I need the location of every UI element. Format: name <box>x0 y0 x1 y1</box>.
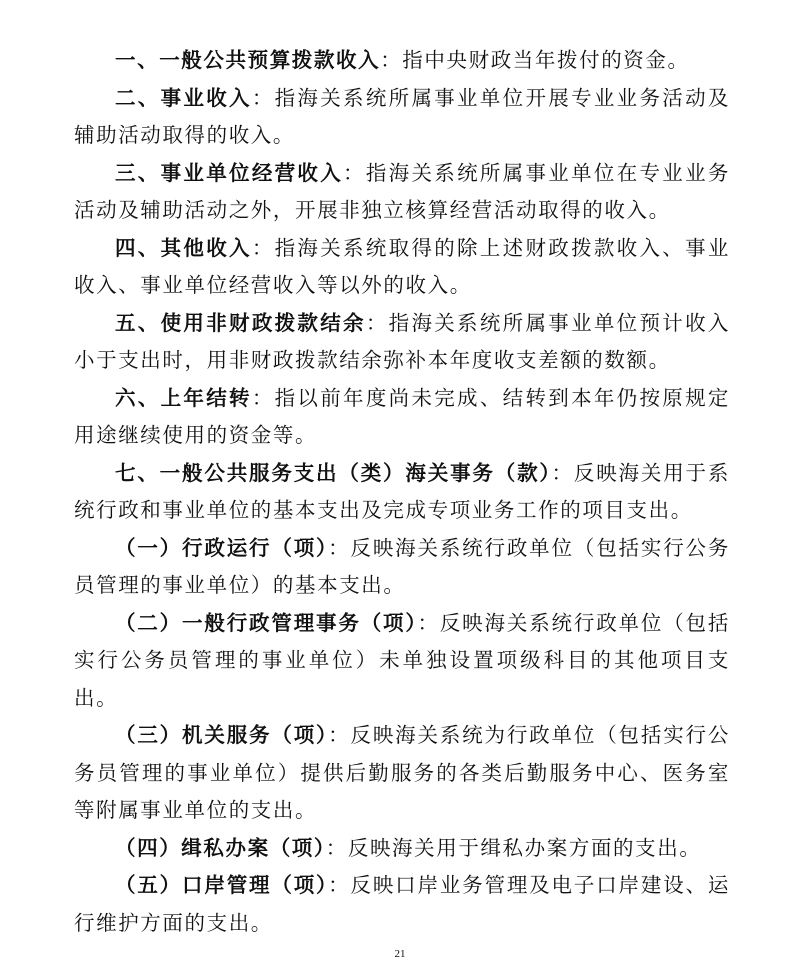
term-heading: （一）行政运行（项） <box>115 535 329 560</box>
term-heading: （三）机关服务（项） <box>115 723 329 747</box>
term-definition: ：反映海关系统行政单位（包括实行公务员管理的事业单位）的基本支出。 <box>74 535 730 597</box>
term-heading: （二）一般行政管理事务（项） <box>115 610 418 635</box>
term-heading: 二、事业收入 <box>115 85 252 110</box>
paragraph-non-fiscal-surplus <box>74 305 730 380</box>
term-definition: ：指海关系统取得的除上述财政拨款收入、事业收入、事业单位经营收入等以外的收入。 <box>74 235 730 297</box>
document-body <box>74 42 730 942</box>
term-heading: 五、使用非财政拨款结余 <box>115 310 366 335</box>
term-heading: （五）口岸管理（项） <box>115 873 329 897</box>
term-heading: 三、事业单位经营收入 <box>115 160 344 185</box>
page-number: 21 <box>394 948 406 960</box>
term-definition: ：反映海关系统行政单位（包括实行公务员管理的事业单位）未单独设置项级科目的其他项目支出。 <box>74 610 730 710</box>
term-definition: ：反映海关用于系统行政和事业单位的基本支出及完成专项业务工作的项目支出。 <box>74 460 730 522</box>
term-heading: 一、一般公共预算拨款收入 <box>115 48 381 72</box>
paragraph-customs-affairs-expenditure <box>74 455 730 530</box>
paragraph-business-income <box>74 80 730 155</box>
paragraph-anti-smuggling <box>74 830 730 868</box>
term-definition: ：指海关系统所属事业单位在专业业务活动及辅助活动之外，开展非独立核算经营活动取得的收入。 <box>74 160 731 222</box>
term-definition: ：反映海关系统为行政单位（包括实行公务员管理的事业单位）提供后勤服务的各类后勤服务中心、医务室等附属事业单位的支出。 <box>74 723 730 822</box>
term-definition: ：指以前年度尚未完成、结转到本年仍按原规定用途继续使用的资金等。 <box>74 385 730 447</box>
term-definition: ：指海关系统所属事业单位预计收入小于支出时，用非财政拨款结余弥补本年度收支差额的数额。 <box>74 310 730 372</box>
paragraph-prior-year-carryover <box>74 380 730 455</box>
paragraph-budget-allocation-income <box>74 42 730 80</box>
paragraph-general-administration <box>74 605 730 718</box>
term-definition: ：反映口岸业务管理及电子口岸建设、运行维护方面的支出。 <box>74 873 730 935</box>
paragraph-agency-services <box>74 717 730 830</box>
term-heading: （四）缉私办案（项） <box>115 835 326 860</box>
term-definition: ：指中央财政当年拨付的资金。 <box>380 48 690 72</box>
term-definition: ：反映海关用于缉私办案方面的支出。 <box>325 835 702 860</box>
paragraph-administrative-operation <box>74 530 730 605</box>
term-heading: 六、上年结转 <box>115 385 252 410</box>
paragraph-other-income <box>74 230 730 305</box>
term-heading: 四、其他收入 <box>115 235 252 260</box>
paragraph-operating-income <box>74 155 730 230</box>
paragraph-port-management <box>74 867 730 942</box>
term-definition: ：指海关系统所属事业单位开展专业业务活动及辅助活动取得的收入。 <box>74 85 730 147</box>
term-heading: 七、一般公共服务支出（类）海关事务（款） <box>115 460 552 485</box>
